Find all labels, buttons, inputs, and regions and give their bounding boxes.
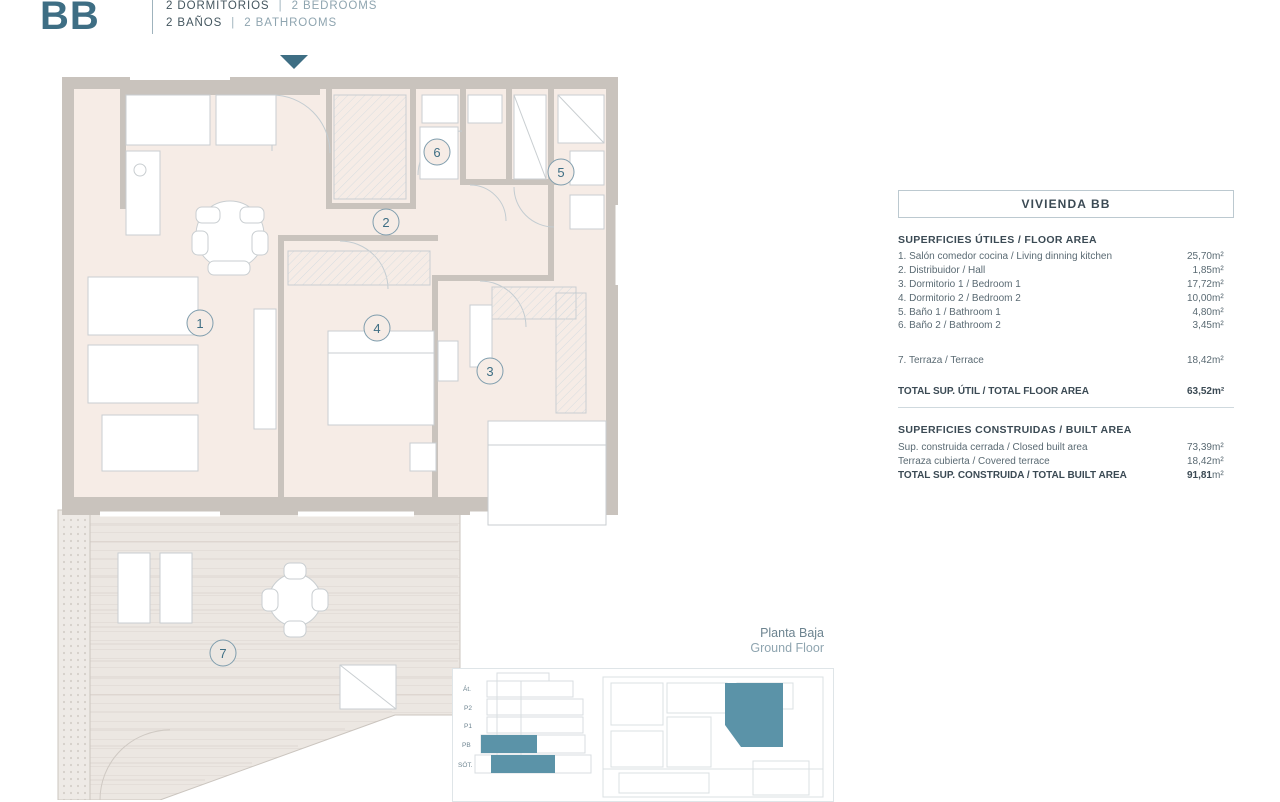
room-marker-2-label: 2 bbox=[382, 215, 390, 230]
table-row bbox=[898, 264, 1234, 278]
header-separator: | bbox=[278, 0, 283, 12]
table-row bbox=[898, 319, 1234, 333]
room-label: 3. Dormitorio 1 / Bedroom 1 bbox=[898, 278, 1021, 290]
built-value: 18,42 bbox=[1186, 455, 1212, 467]
floor-label-sot: SÓT. bbox=[458, 762, 473, 769]
total-built-value: 91,81 bbox=[1186, 470, 1212, 482]
room-marker-1 bbox=[187, 310, 213, 336]
room-marker-4-label: 4 bbox=[373, 321, 381, 336]
room-unit: m² bbox=[1212, 251, 1224, 263]
header-divider bbox=[152, 0, 153, 34]
room-marker-3 bbox=[477, 358, 503, 384]
room-label: 4. Dormitorio 2 / Bedroom 2 bbox=[898, 292, 1021, 304]
section-floor-area-heading: SUPERFICIES ÚTILES / FLOOR AREA bbox=[898, 234, 1097, 246]
table-row bbox=[898, 454, 1234, 468]
terrace-value: 18,42 bbox=[1186, 354, 1212, 366]
room-value: 17,72 bbox=[1186, 278, 1212, 290]
table-row-terrace bbox=[898, 345, 1234, 367]
room-unit: m² bbox=[1212, 292, 1224, 304]
room-unit: m² bbox=[1212, 320, 1224, 332]
plan-caption-es: Planta Baja bbox=[760, 626, 824, 640]
table-spacer bbox=[898, 367, 1234, 379]
total-floor-label: TOTAL SUP. ÚTIL / TOTAL FLOOR AREA bbox=[898, 386, 1089, 398]
bedrooms-en: 2 BEDROOMS bbox=[291, 0, 378, 12]
total-built-unit: m² bbox=[1212, 470, 1224, 482]
legend-title: VIVIENDA BB bbox=[898, 190, 1234, 218]
total-built-label: TOTAL SUP. CONSTRUIDA / TOTAL BUILT AREA bbox=[898, 470, 1127, 482]
room-marker-5 bbox=[548, 159, 574, 185]
bathrooms-en: 2 BATHROOMS bbox=[244, 17, 338, 29]
room-value: 25,70 bbox=[1186, 251, 1212, 263]
room-value: 4,80 bbox=[1192, 306, 1212, 318]
terrace-unit: m² bbox=[1212, 354, 1224, 366]
floor-label-p2: P2 bbox=[464, 705, 472, 712]
room-unit: m² bbox=[1212, 265, 1224, 277]
bedrooms-es: 2 DORMITORIOS bbox=[166, 0, 270, 12]
legend-divider bbox=[898, 407, 1234, 408]
header-bathrooms bbox=[166, 17, 337, 29]
built-value: 73,39 bbox=[1186, 441, 1212, 453]
table-row bbox=[898, 291, 1234, 305]
room-label: 1. Salón comedor cocina / Living dinning kitchen bbox=[898, 251, 1113, 263]
room-marker-3-label: 3 bbox=[486, 364, 494, 379]
unit-header bbox=[40, 0, 600, 40]
room-marker-2 bbox=[373, 209, 399, 235]
room-unit: m² bbox=[1212, 278, 1224, 290]
key-plan-highlight-left bbox=[481, 735, 555, 773]
floor-label-p1: P1 bbox=[464, 723, 472, 730]
table-row bbox=[898, 305, 1234, 319]
entry-arrow-icon bbox=[280, 55, 308, 69]
room-marker-6 bbox=[424, 139, 450, 165]
table-row bbox=[898, 278, 1234, 292]
table-row-total-floor bbox=[898, 379, 1234, 398]
room-value: 3,45 bbox=[1192, 320, 1212, 332]
built-unit: m² bbox=[1212, 455, 1224, 467]
room-unit: m² bbox=[1212, 306, 1224, 318]
bathrooms-es: 2 BAÑOS bbox=[166, 17, 223, 29]
header-separator-2: | bbox=[231, 17, 236, 29]
room-label: 6. Baño 2 / Bathroom 2 bbox=[898, 320, 1001, 332]
room-label: 2. Distribuidor / Hall bbox=[898, 265, 986, 277]
key-plan bbox=[452, 668, 834, 802]
key-plan-highlight-right bbox=[725, 683, 783, 747]
room-value: 10,00 bbox=[1186, 292, 1212, 304]
room-marker-6-label: 6 bbox=[433, 145, 441, 160]
built-label: Sup. construida cerrada / Closed built area bbox=[898, 441, 1088, 453]
key-plan-drawing bbox=[453, 669, 833, 801]
built-label: Terraza cubierta / Covered terrace bbox=[898, 455, 1050, 467]
floor-label-pb: PB bbox=[462, 742, 471, 749]
room-marker-5-label: 5 bbox=[557, 165, 565, 180]
terrace-label: 7. Terraza / Terrace bbox=[898, 354, 984, 366]
floor-label-at: Át. bbox=[463, 686, 471, 693]
header-bedrooms bbox=[166, 0, 377, 12]
plan-caption bbox=[640, 626, 824, 656]
floor-area-table bbox=[898, 250, 1234, 398]
room-marker-7 bbox=[210, 640, 236, 666]
plan-caption-en: Ground Floor bbox=[750, 641, 824, 655]
key-plan-floor-labels bbox=[458, 684, 473, 769]
built-area-table bbox=[898, 440, 1234, 482]
built-unit: m² bbox=[1212, 441, 1224, 453]
key-plan-site bbox=[603, 677, 823, 797]
section-built-area-heading: SUPERFICIES CONSTRUIDAS / BUILT AREA bbox=[898, 424, 1132, 437]
table-row bbox=[898, 250, 1234, 264]
unit-code: BB bbox=[40, 0, 100, 38]
room-marker-1-label: 1 bbox=[196, 316, 204, 331]
table-spacer bbox=[898, 333, 1234, 345]
table-row-total-built bbox=[898, 468, 1234, 482]
room-marker-4 bbox=[364, 315, 390, 341]
area-legend bbox=[898, 190, 1234, 482]
room-value: 1,85 bbox=[1192, 265, 1212, 277]
room-label: 5. Baño 1 / Bathroom 1 bbox=[898, 306, 1001, 318]
table-row bbox=[898, 440, 1234, 454]
room-marker-7-label: 7 bbox=[219, 646, 227, 661]
total-floor-unit: m² bbox=[1212, 386, 1225, 398]
total-floor-value: 63,52 bbox=[1186, 386, 1212, 398]
